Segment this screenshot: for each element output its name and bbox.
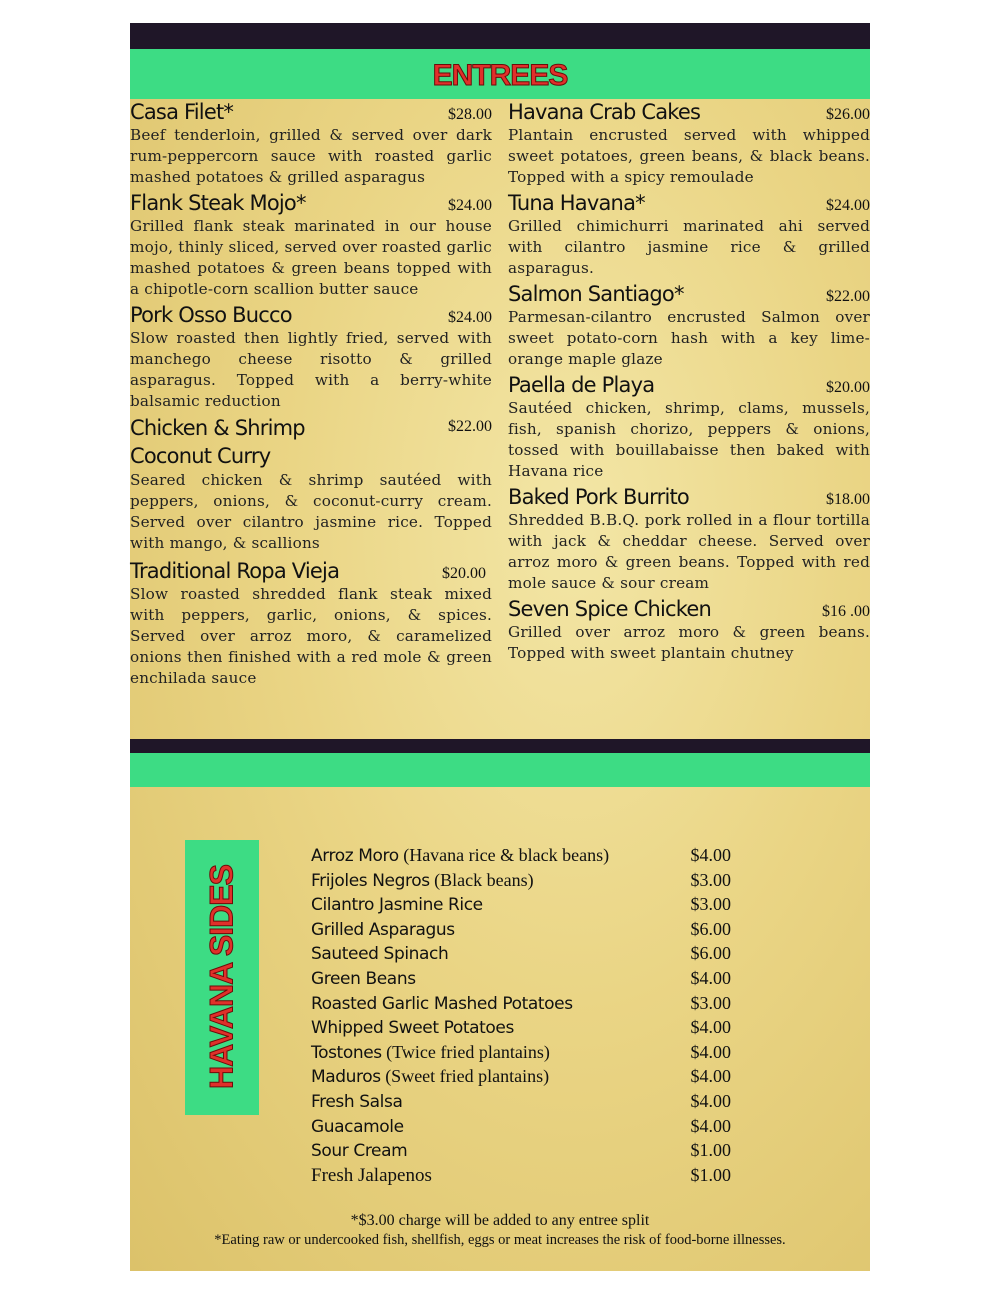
entrees-title: ENTREES (432, 59, 568, 92)
side-item (311, 1066, 731, 1091)
side-item (311, 943, 731, 968)
side-item (311, 870, 731, 895)
entree-item (508, 99, 870, 188)
entree-item (130, 558, 492, 689)
side-label (311, 1141, 407, 1161)
side-note: (Twice fried plantains) (386, 1041, 550, 1062)
entree-description: Slow roasted shredded flank steak mixed with peppers, garlic, onions, & spices. Served over arroz moro, & caramelized onions then finished with a red mole & green enchilada sauce (130, 585, 492, 687)
side-label (311, 920, 455, 940)
side-price: $4.00 (690, 1017, 731, 1038)
entree-item (508, 372, 870, 482)
side-name: Fresh Salsa (311, 1091, 403, 1112)
side-name: Arroz Moro (311, 846, 399, 866)
side-price: $4.00 (690, 967, 731, 988)
entree-price: $28.00 (448, 106, 492, 123)
side-item (311, 968, 731, 993)
side-label (311, 870, 534, 891)
entree-price: $24.00 (826, 197, 870, 214)
entree-price: $18.00 (826, 491, 870, 508)
side-note: (Black beans) (434, 869, 534, 890)
side-item (311, 1091, 731, 1116)
entree-name: Chicken & Shrimp Coconut Curry (130, 416, 305, 468)
side-label (311, 1018, 514, 1038)
entree-name: Havana Crab Cakes (508, 100, 701, 124)
side-price: $4.00 (690, 1041, 731, 1062)
side-item (311, 1017, 731, 1042)
side-price: $6.00 (690, 918, 731, 939)
entree-price: $26.00 (826, 106, 870, 123)
entree-price: $24.00 (448, 197, 492, 214)
entree-item (508, 596, 870, 664)
entree-description: Sautéed chicken, shrimp, clams, mussels, fish, spanish chorizo, peppers & onions, tossed with bouillabaisse then baked with Havana rice (508, 399, 870, 480)
entree-item (508, 190, 870, 279)
split-charge-note: *$3.00 charge will be added to any entree split (350, 1212, 650, 1229)
side-price: $3.00 (690, 894, 731, 915)
side-name: Cilantro Jasmine Rice (311, 895, 483, 916)
side-item (311, 1042, 731, 1067)
entree-description: Shredded B.B.Q. pork rolled in a flour tortilla with jack & cheddar cheese. Served over arroz moro & green beans. Topped with red mole sauce & sour cream (508, 511, 870, 592)
side-note: (Havana rice & black beans) (403, 845, 610, 865)
side-item (311, 1165, 731, 1190)
entree-description: Parmesan-cilantro encrusted Salmon over sweet potato-corn hash with a key lime-orange maple glaze (508, 308, 870, 368)
side-name: Fresh Jalapenos (311, 1164, 432, 1186)
entree-price: $16 .00 (822, 603, 870, 620)
entree-description: Grilled flank steak marinated in our house mojo, thinly sliced, served over roasted garlic mashed potatoes & green beans topped with a chipotle-corn scallion butter sauce (130, 217, 492, 298)
side-price: $4.00 (690, 1066, 731, 1087)
entree-name: Salmon Santiago* (508, 282, 684, 306)
side-name: Sauteed Spinach (311, 944, 449, 965)
side-name: Sour Cream (311, 1141, 408, 1162)
entree-price: $22.00 (826, 288, 870, 305)
top-dark-bar (130, 23, 870, 49)
side-label (311, 1042, 550, 1063)
side-item (311, 993, 731, 1018)
side-name: Roasted Garlic Mashed Potatoes (311, 993, 573, 1014)
entrees-right-column (508, 99, 870, 666)
side-item (311, 1116, 731, 1141)
side-label (311, 845, 609, 866)
health-warning-note: *Eating raw or undercooked fish, shellfish, eggs or meat increases the risk of food-borne illnesses. (214, 1232, 786, 1248)
side-label (311, 944, 448, 964)
entree-description: Beef tenderloin, grilled & served over dark rum-peppercorn sauce with roasted garlic mashed potatoes & grilled asparagus (130, 126, 492, 186)
entree-name: Paella de Playa (508, 373, 655, 397)
entree-price: $22.00 (448, 418, 492, 435)
entree-name: Tuna Havana* (508, 191, 645, 215)
side-price: $3.00 (690, 992, 731, 1013)
entree-price: $20.00 (826, 379, 870, 396)
entree-description: Grilled chimichurri marinated ahi served with cilantro jasmine rice & grilled asparagus. (508, 217, 870, 277)
side-price: $1.00 (690, 1140, 731, 1161)
side-price: $4.00 (690, 845, 731, 865)
entree-name: Casa Filet* (130, 100, 234, 124)
side-item (311, 919, 731, 944)
sides-title: HAVANA SIDES (203, 865, 240, 1089)
entree-item (508, 484, 870, 594)
side-label (311, 1066, 549, 1087)
side-label (311, 994, 573, 1014)
entree-price: $20.00 (442, 565, 486, 582)
entree-name: Flank Steak Mojo* (130, 191, 306, 215)
entree-item (130, 190, 492, 300)
side-price: $1.00 (690, 1164, 731, 1185)
side-name: Whipped Sweet Potatoes (311, 1018, 514, 1039)
entree-description: Grilled over arroz moro & green beans. Topped with sweet plantain chutney (508, 623, 870, 662)
sides-label-box (185, 840, 259, 1115)
mid-dark-bar (130, 739, 870, 753)
side-label (311, 1117, 404, 1137)
entree-name: Traditional Ropa Vieja (130, 559, 340, 583)
entree-item (508, 281, 870, 370)
side-name: Green Beans (311, 968, 416, 989)
side-price: $4.00 (690, 1090, 731, 1111)
mid-green-bar (130, 753, 870, 787)
side-price: $3.00 (690, 869, 731, 890)
side-name: Tostones (311, 1042, 382, 1063)
entree-description: Seared chicken & shrimp sautéed with peppers, onions, & coconut-curry cream. Served over cilantro jasmine rice. Topped with mango, & scallions (130, 471, 492, 552)
side-note: (Sweet fried plantains) (385, 1066, 550, 1087)
side-label (311, 1165, 432, 1187)
side-label (311, 895, 483, 915)
entree-name: Pork Osso Bucco (130, 303, 292, 327)
side-label (311, 1092, 402, 1112)
side-price: $6.00 (690, 943, 731, 964)
entree-price: $24.00 (448, 309, 492, 326)
side-name: Maduros (311, 1067, 381, 1088)
side-name: Frijoles Negros (311, 870, 430, 891)
entrees-left-column (130, 99, 492, 691)
entree-name: Seven Spice Chicken (508, 597, 712, 621)
entree-item (130, 302, 492, 412)
side-name: Guacamole (311, 1116, 404, 1137)
side-label (311, 969, 416, 989)
side-item (311, 1140, 731, 1165)
side-price: $4.00 (690, 1115, 731, 1136)
side-item (311, 894, 731, 919)
entree-item (130, 99, 492, 188)
menu-page (130, 23, 870, 1271)
entree-item (130, 414, 492, 554)
side-item (311, 845, 731, 870)
sides-list (311, 845, 731, 1189)
side-name: Grilled Asparagus (311, 919, 455, 940)
entree-name: Baked Pork Burrito (508, 485, 689, 509)
entree-description: Plantain encrusted served with whipped sweet potatoes, green beans, & black beans. Topped with a spicy remoulade (508, 126, 870, 186)
entree-description: Slow roasted then lightly fried, served with manchego cheese risotto & grilled asparagus. Topped with a berry-white balsamic reduction (130, 329, 492, 410)
